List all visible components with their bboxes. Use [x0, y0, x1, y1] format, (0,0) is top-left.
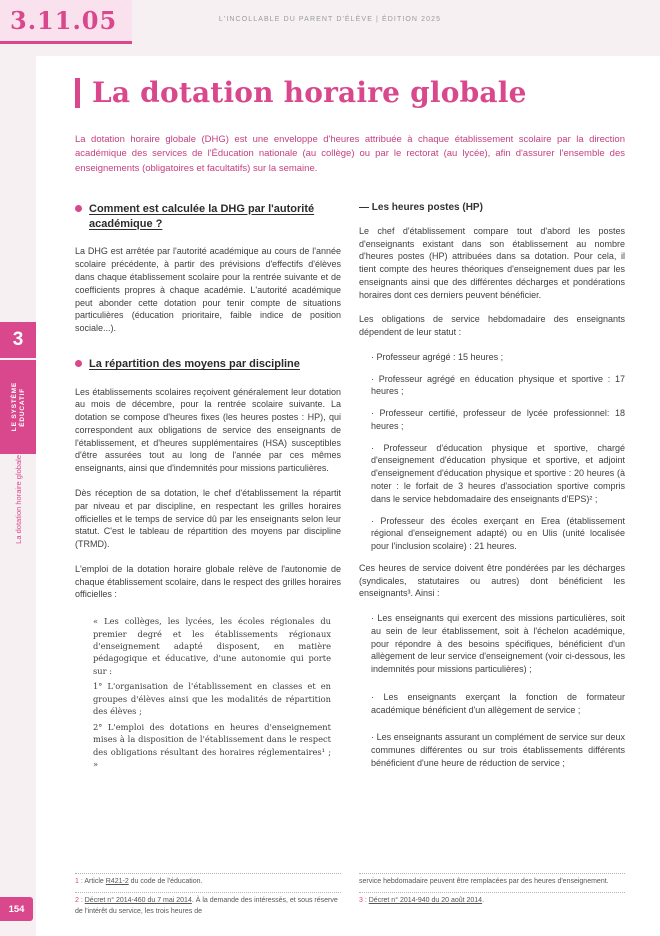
section-heading-text: La répartition des moyens par discipline — [89, 357, 300, 370]
page-title: La dotation horaire globale — [92, 76, 527, 109]
chapter-label — [0, 360, 36, 454]
edition-header: L'INCOLLABLE DU PARENT D'ÉLÈVE | ÉDITION 2025 — [218, 16, 442, 23]
obligations-list — [359, 351, 625, 553]
quote-paragraph: 2° L'emploi des dotations en heures d'enseignement mises à la disposition de l'établissement dans le respect des obligations résultant des horaires réglementaires¹ ; » — [93, 721, 331, 769]
list-item-obligation: · Professeur certifié, professeur de lycée professionnel: 18 heures ; — [371, 408, 625, 431]
two-column-layout — [75, 202, 625, 785]
footnote-number: 3 : — [359, 897, 367, 905]
quote-paragraph: « Les collèges, les lycées, les écoles régionales du premier degré et les établissements régionaux d'enseignement adapté disposent, en matière pédagogique et éducative, d'une autonomie qui porte sur : — [93, 616, 331, 676]
footnote-entry — [359, 873, 625, 892]
paragraph-obligations-service: Les obligations de service hebdomadaire des enseignants dépendent de leur statut : — [359, 314, 625, 338]
section-code: 3.11.05 — [10, 6, 118, 35]
section-heading-repartition — [75, 357, 341, 372]
chapter-label-line: ÉDUCATIF — [18, 387, 26, 427]
section-heading-text: Comment est calculée la DHG par l'autorité académique ? — [89, 202, 315, 230]
list-item-obligation: · Professeur agrégé : 15 heures ; — [371, 351, 504, 362]
footnote-text: . À la demande des intéressés, et sous réserve de l'intérêt du service, les trois heures de — [75, 897, 338, 916]
footnotes-right-column — [359, 873, 625, 922]
footnote-link[interactable]: Décret n° 2014-940 du 20 août 2014 — [368, 897, 483, 905]
footnote-text: du code de l'éducation. — [128, 878, 203, 886]
footnote-text: service hebdomadaire peuvent être remplacées par des heures d'enseignement. — [359, 878, 609, 886]
section-vertical-label-text: La dotation horaire globale — [13, 455, 23, 544]
section-heading-calcul-dhg — [75, 202, 341, 232]
quote-block — [93, 615, 331, 770]
footnote-text: Article — [82, 878, 106, 886]
footnote-link[interactable]: R421-2 — [105, 878, 129, 886]
chapter-label-line: LE SYSTÈME — [10, 382, 18, 432]
list-item-obligation: · Professeur des écoles exerçant en Erea (établissement régional d'enseignement adapté) ou en Ulis (unité localisée pour l'inclusion scolaire) : 21 heures. — [371, 515, 625, 552]
section-vertical-label — [0, 455, 36, 544]
paragraph-dotation-decembre: Les établissements scolaires reçoivent généralement leur dotation au mois de décembre, pour la rentrée scolaire suivante. La dotation se compose d'heures fixes (les heures postes : HP), qui correspondent aux obligations de service des enseignants de l'établissement, et d'heures supplémentaires (HSA) susceptibles d'être assurées tout au long de l'année par ces mêmes enseignants, ainsi que d'indemnités pour missions particulières. — [75, 386, 341, 474]
paragraph-trmd: Dès réception de sa dotation, le chef d'établissement la répartit par niveau et par discipline, en respectant les grilles horaires officielles et le temps de service dû par les enseignants selon leur statut. C'est le tableau de répartition des moyens par discipline (TRMD). — [75, 488, 341, 550]
footnotes — [75, 873, 625, 922]
paragraph-comparaison-postes: Le chef d'établissement compare tout d'abord les postes d'enseignants existant dans son établissement au nombre d'heures postes (HP) attribuées dans sa dotation. Pour cela, il tient compte des heures théoriques d'enseignement dues par les enseignants ainsi que des différentes décharges et pondérations horaires dont ces derniers peuvent bénéficier. — [359, 225, 625, 300]
list-item-obligation: · Professeur d'éducation physique et sportive, chargé d'enseignement d'éducation physique et sportive, et adjoint d'enseignement d'éducation physique et sportive : 20 heures (à noter : le forfait de 3 heures d'association sportive compris dans le service hebdomadaire des enseignants d'EPS)² ; — [371, 442, 625, 504]
title-accent-bar — [75, 78, 80, 108]
left-column — [75, 202, 341, 785]
page-number-badge: 154 — [0, 897, 33, 921]
ponderations-list — [359, 612, 625, 770]
paragraph-dhg-arretee: La DHG est arrêtée par l'autorité académique au cours de l'année scolaire précédente, à partir des prévisions d'effectifs d'élèves dans chaque établissement scolaire pour la rentrée suivante et de coefficients propres à chaque académie. L'autorité académique peut abonder cette dotation pour tenir compte de situations particulières (éducation prioritaire, faible indice de position sociale...). — [75, 246, 341, 334]
chapter-number: 3 — [0, 322, 36, 358]
paragraph-autonomie: L'emploi de la dotation horaire globale relève de l'autonomie de chaque établissement scolaire, dans le respect des grilles horaires officielles : — [75, 563, 341, 600]
list-item-ponderation: · Les enseignants qui exercent des missions particulières, soit au sein de leur établissement, soit à l'échelon académique, pour répondre à des besoins spécifiques, bénéficient d'un allègement de leur service d'enseignement (voir ci-dessous, les indemnités pour missions particulières) ; — [371, 613, 625, 675]
quote-paragraph: 1° L'organisation de l'établissement en classes et en groupes d'élèves ainsi que les modalités de répartition des élèves ; — [93, 681, 331, 717]
footnote-number: 2 : — [75, 897, 83, 905]
footnotes-left-column — [75, 873, 341, 922]
footnote-entry — [75, 873, 341, 892]
footnote-entry — [359, 892, 625, 911]
title-row — [75, 76, 625, 109]
intro-paragraph: La dotation horaire globale (DHG) est une enveloppe d'heures attribuée à chaque établissement scolaire par la direction académique des services de l'Éducation nationale (au collège) ou par le rectorat (au lycée), afin d'assurer l'ensemble des enseignements (obligatoires et facultatifs) sur la semaine. — [75, 134, 625, 174]
list-item-obligation: · Professeur agrégé en éducation physique et sportive : 17 heures ; — [371, 373, 625, 397]
subheading-heures-postes: — Les heures postes (HP) — [359, 201, 483, 213]
footnote-link[interactable]: Décret n° 2014-460 du 7 mai 2014 — [84, 897, 192, 905]
chapter-tab — [0, 322, 36, 454]
footnote-number: 1 : — [75, 878, 83, 886]
bullet-icon — [75, 205, 82, 212]
list-item-ponderation: · Les enseignants assurant un complément de service sur deux communes différentes ou sur trois établissements différents bénéficient d'une heure de réduction de service ; — [371, 732, 625, 769]
list-item-ponderation: · Les enseignants exerçant la fonction de formateur académique bénéficient d'un allègement de service ; — [371, 691, 625, 715]
footnote-text: . — [482, 897, 485, 905]
right-column — [359, 202, 625, 785]
bullet-icon — [75, 360, 82, 367]
footnote-entry — [75, 892, 341, 922]
paragraph-ponderations: Ces heures de service doivent être pondérées par les décharges (syndicales, statutaires ou autres) dont bénéficient les enseignants³. Ainsi : — [359, 562, 625, 599]
content-paper — [36, 56, 660, 936]
